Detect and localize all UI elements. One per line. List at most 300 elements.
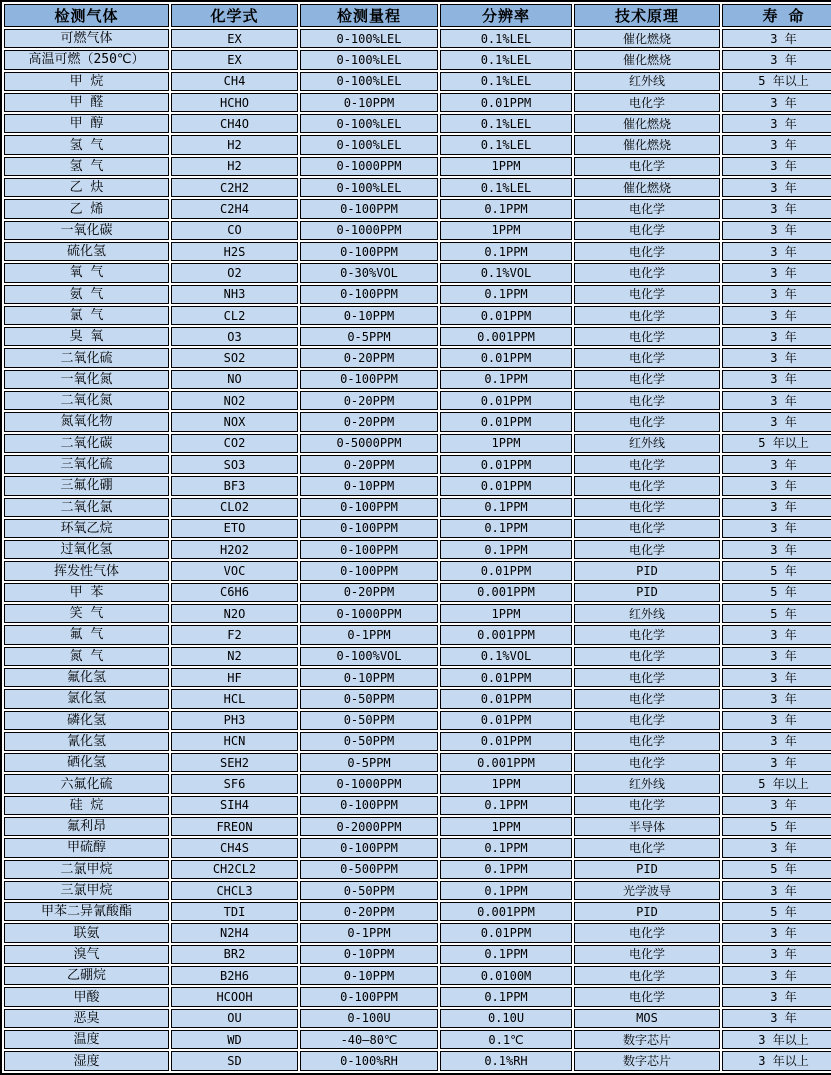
- gas-name-cell: 氟 气: [4, 625, 169, 644]
- table-row: [4, 966, 831, 985]
- table-cell: 3 年: [722, 114, 831, 133]
- table-cell: 3 年: [722, 753, 831, 772]
- table-cell: 0-500PPM: [300, 860, 438, 879]
- table-body: [4, 29, 831, 1071]
- table-cell: SF6: [171, 774, 298, 793]
- table-cell: TDI: [171, 902, 298, 921]
- table-cell: PID: [574, 583, 720, 602]
- table-cell: 电化学: [574, 370, 720, 389]
- table-cell: 0.01PPM: [440, 476, 572, 495]
- table-cell: CL2: [171, 306, 298, 325]
- table-cell: 3 年: [722, 540, 831, 559]
- gas-name-cell: 硒化氢: [4, 753, 169, 772]
- table-cell: 0-10PPM: [300, 93, 438, 112]
- table-cell: CH4O: [171, 114, 298, 133]
- table-cell: 0-100%LEL: [300, 135, 438, 154]
- table-row: [4, 987, 831, 1006]
- table-cell: 电化学: [574, 945, 720, 964]
- table-cell: SEH2: [171, 753, 298, 772]
- table-cell: 0.1PPM: [440, 838, 572, 857]
- table-cell: 3 年: [722, 221, 831, 240]
- table-cell: 电化学: [574, 93, 720, 112]
- table-cell: 数字芯片: [574, 1030, 720, 1049]
- table-cell: 3 年: [722, 732, 831, 751]
- table-cell: O3: [171, 327, 298, 346]
- table-cell: CHCL3: [171, 881, 298, 900]
- table-cell: SD: [171, 1051, 298, 1071]
- table-cell: N2: [171, 647, 298, 666]
- table-cell: 3 年: [722, 668, 831, 687]
- table-cell: SO2: [171, 348, 298, 367]
- table-cell: 0.1PPM: [440, 796, 572, 815]
- table-cell: 0-100PPM: [300, 987, 438, 1006]
- table-cell: O2: [171, 263, 298, 282]
- table-cell: 0-100PPM: [300, 285, 438, 304]
- gas-name-cell: 氢 气: [4, 135, 169, 154]
- table-cell: 电化学: [574, 625, 720, 644]
- table-cell: 3 年以上: [722, 1030, 831, 1049]
- gas-name-cell: 可燃气体: [4, 29, 169, 48]
- table-cell: WD: [171, 1030, 298, 1049]
- gas-name-cell: 甲 醇: [4, 114, 169, 133]
- table-cell: 5 年: [722, 902, 831, 921]
- table-cell: 0-100U: [300, 1009, 438, 1028]
- gas-name-cell: 二氧化氯: [4, 498, 169, 517]
- table-row: [4, 370, 831, 389]
- table-cell: 0-50PPM: [300, 732, 438, 751]
- table-cell: 3 年: [722, 923, 831, 942]
- header-row: [4, 4, 831, 27]
- table-row: [4, 327, 831, 346]
- table-cell: 0.1%LEL: [440, 72, 572, 91]
- table-cell: 0.01PPM: [440, 348, 572, 367]
- table-cell: 0.01PPM: [440, 711, 572, 730]
- table-cell: 0-20PPM: [300, 348, 438, 367]
- table-cell: N2O: [171, 604, 298, 623]
- table-cell: 3 年: [722, 199, 831, 218]
- table-cell: C2H4: [171, 199, 298, 218]
- table-row: [4, 817, 831, 836]
- table-cell: 0-100%LEL: [300, 72, 438, 91]
- gas-name-cell: 甲 烷: [4, 72, 169, 91]
- table-cell: 电化学: [574, 519, 720, 538]
- table-cell: 光学波导: [574, 881, 720, 900]
- table-row: [4, 902, 831, 921]
- gas-name-cell: 乙 烯: [4, 199, 169, 218]
- table-cell: 1PPM: [440, 604, 572, 623]
- gas-name-cell: 氯化氢: [4, 689, 169, 708]
- table-cell: 0-100%LEL: [300, 50, 438, 69]
- column-header: 技术原理: [574, 4, 720, 27]
- table-cell: 电化学: [574, 689, 720, 708]
- table-cell: 电化学: [574, 391, 720, 410]
- table-cell: N2H4: [171, 923, 298, 942]
- gas-name-cell: 硅 烷: [4, 796, 169, 815]
- table-row: [4, 263, 831, 282]
- table-cell: CH4S: [171, 838, 298, 857]
- table-cell: 0.1PPM: [440, 370, 572, 389]
- table-cell: 0.01PPM: [440, 391, 572, 410]
- gas-name-cell: 甲酸: [4, 987, 169, 1006]
- table-cell: 0.01PPM: [440, 923, 572, 942]
- table-cell: 3 年: [722, 242, 831, 261]
- table-cell: 0.1%VOL: [440, 647, 572, 666]
- table-cell: 0.01PPM: [440, 306, 572, 325]
- gas-name-cell: 一氧化碳: [4, 221, 169, 240]
- gas-name-cell: 三氯甲烷: [4, 881, 169, 900]
- table-cell: 0-100%LEL: [300, 178, 438, 197]
- table-cell: 电化学: [574, 732, 720, 751]
- gas-name-cell: 乙 炔: [4, 178, 169, 197]
- table-cell: PID: [574, 902, 720, 921]
- table-cell: 0.01PPM: [440, 561, 572, 580]
- table-cell: NH3: [171, 285, 298, 304]
- table-cell: 0-1PPM: [300, 625, 438, 644]
- table-cell: CLO2: [171, 498, 298, 517]
- table-cell: 0-5PPM: [300, 753, 438, 772]
- table-cell: 半导体: [574, 817, 720, 836]
- table-row: [4, 285, 831, 304]
- table-cell: 红外线: [574, 72, 720, 91]
- table-cell: 电化学: [574, 157, 720, 176]
- table-cell: 5 年: [722, 604, 831, 623]
- table-cell: 3 年: [722, 327, 831, 346]
- table-cell: 5 年以上: [722, 434, 831, 453]
- table-cell: 0.01PPM: [440, 455, 572, 474]
- gas-name-cell: 磷化氢: [4, 711, 169, 730]
- table-row: [4, 668, 831, 687]
- table-cell: 3 年: [722, 838, 831, 857]
- gas-name-cell: 二氧化硫: [4, 348, 169, 367]
- table-row: [4, 135, 831, 154]
- table-row: [4, 923, 831, 942]
- gas-name-cell: 乙硼烷: [4, 966, 169, 985]
- table-cell: 0-100PPM: [300, 540, 438, 559]
- table-cell: 3 年: [722, 519, 831, 538]
- table-cell: 0.001PPM: [440, 625, 572, 644]
- table-cell: CO2: [171, 434, 298, 453]
- table-row: [4, 114, 831, 133]
- table-cell: 电化学: [574, 540, 720, 559]
- table-cell: 0-100%LEL: [300, 114, 438, 133]
- table-cell: BF3: [171, 476, 298, 495]
- table-row: [4, 306, 831, 325]
- table-cell: 5 年: [722, 561, 831, 580]
- table-cell: 3 年: [722, 391, 831, 410]
- table-cell: 0-1000PPM: [300, 221, 438, 240]
- table-cell: 3 年: [722, 945, 831, 964]
- table-cell: 0-30%VOL: [300, 263, 438, 282]
- table-cell: 电化学: [574, 498, 720, 517]
- table-row: [4, 412, 831, 431]
- table-row: [4, 1030, 831, 1049]
- table-row: [4, 732, 831, 751]
- table-row: [4, 50, 831, 69]
- table-cell: PH3: [171, 711, 298, 730]
- table-cell: 0-20PPM: [300, 412, 438, 431]
- table-cell: 0-10PPM: [300, 966, 438, 985]
- table-cell: 1PPM: [440, 817, 572, 836]
- gas-name-cell: 二氧化碳: [4, 434, 169, 453]
- gas-name-cell: 二氧化氮: [4, 391, 169, 410]
- table-cell: 电化学: [574, 647, 720, 666]
- table-row: [4, 199, 831, 218]
- table-cell: 电化学: [574, 285, 720, 304]
- table-cell: 电化学: [574, 221, 720, 240]
- gas-name-cell: 甲 苯: [4, 583, 169, 602]
- table-cell: 3 年: [722, 178, 831, 197]
- table-cell: 0-100PPM: [300, 242, 438, 261]
- table-cell: 红外线: [574, 434, 720, 453]
- table-row: [4, 348, 831, 367]
- table-cell: VOC: [171, 561, 298, 580]
- table-row: [4, 434, 831, 453]
- table-cell: EX: [171, 50, 298, 69]
- table-row: [4, 583, 831, 602]
- table-cell: 0.1%LEL: [440, 135, 572, 154]
- table-row: [4, 391, 831, 410]
- table-cell: 1PPM: [440, 434, 572, 453]
- table-cell: H2: [171, 157, 298, 176]
- table-cell: 0.01PPM: [440, 732, 572, 751]
- table-cell: 0.01PPM: [440, 689, 572, 708]
- table-cell: 3 年: [722, 306, 831, 325]
- table-cell: 0.001PPM: [440, 902, 572, 921]
- table-cell: 0-20PPM: [300, 583, 438, 602]
- table-cell: 3 年: [722, 412, 831, 431]
- table-cell: 红外线: [574, 774, 720, 793]
- table-cell: 0-1000PPM: [300, 604, 438, 623]
- table-row: [4, 711, 831, 730]
- table-cell: F2: [171, 625, 298, 644]
- table-cell: 3 年: [722, 625, 831, 644]
- table-row: [4, 93, 831, 112]
- table-row: [4, 476, 831, 495]
- table-cell: C2H2: [171, 178, 298, 197]
- gas-name-cell: 环氧乙烷: [4, 519, 169, 538]
- gas-name-cell: 氰化氢: [4, 732, 169, 751]
- gas-name-cell: 氟化氢: [4, 668, 169, 687]
- table-cell: 电化学: [574, 838, 720, 857]
- table-row: [4, 945, 831, 964]
- table-cell: 电化学: [574, 796, 720, 815]
- table-cell: PID: [574, 860, 720, 879]
- table-row: [4, 774, 831, 793]
- table-row: [4, 647, 831, 666]
- table-cell: 0.1%RH: [440, 1051, 572, 1071]
- gas-name-cell: 笑 气: [4, 604, 169, 623]
- gas-name-cell: 湿度: [4, 1051, 169, 1071]
- table-cell: 0-20PPM: [300, 902, 438, 921]
- table-cell: 0.1%VOL: [440, 263, 572, 282]
- table-cell: 0-50PPM: [300, 881, 438, 900]
- table-cell: CO: [171, 221, 298, 240]
- table-cell: 0-100%RH: [300, 1051, 438, 1071]
- table-cell: 3 年: [722, 29, 831, 48]
- table-cell: 0.1℃: [440, 1030, 572, 1049]
- table-cell: 0.01PPM: [440, 93, 572, 112]
- table-cell: 0.1PPM: [440, 498, 572, 517]
- table-cell: 电化学: [574, 348, 720, 367]
- table-row: [4, 519, 831, 538]
- table-row: [4, 178, 831, 197]
- table-cell: 0-1PPM: [300, 923, 438, 942]
- table-cell: 电化学: [574, 476, 720, 495]
- gas-name-cell: 高温可燃（250℃）: [4, 50, 169, 69]
- table-row: [4, 221, 831, 240]
- table-cell: 3 年: [722, 796, 831, 815]
- table-row: [4, 881, 831, 900]
- table-cell: 0-100PPM: [300, 199, 438, 218]
- table-cell: 3 年: [722, 476, 831, 495]
- table-cell: 催化燃烧: [574, 29, 720, 48]
- table-cell: 0.01PPM: [440, 668, 572, 687]
- table-cell: 电化学: [574, 327, 720, 346]
- table-cell: 3 年: [722, 455, 831, 474]
- table-cell: 红外线: [574, 604, 720, 623]
- table-cell: 0-100PPM: [300, 370, 438, 389]
- gas-name-cell: 氮 气: [4, 647, 169, 666]
- table-cell: 电化学: [574, 987, 720, 1006]
- table-cell: 电化学: [574, 263, 720, 282]
- table-cell: 电化学: [574, 923, 720, 942]
- column-header: 寿 命: [722, 4, 831, 27]
- table-cell: 0-2000PPM: [300, 817, 438, 836]
- table-cell: 0.1PPM: [440, 540, 572, 559]
- table-cell: 3 年: [722, 157, 831, 176]
- table-row: [4, 625, 831, 644]
- table-cell: 0-100PPM: [300, 796, 438, 815]
- table-cell: 0-100PPM: [300, 519, 438, 538]
- table-cell: 0.1PPM: [440, 987, 572, 1006]
- table-row: [4, 561, 831, 580]
- table-cell: 5 年以上: [722, 774, 831, 793]
- table-cell: EX: [171, 29, 298, 48]
- table-cell: 0.1PPM: [440, 945, 572, 964]
- table-row: [4, 157, 831, 176]
- table-cell: MOS: [574, 1009, 720, 1028]
- table-cell: 5 年: [722, 817, 831, 836]
- gas-name-cell: 挥发性气体: [4, 561, 169, 580]
- table-row: [4, 753, 831, 772]
- table-cell: 1PPM: [440, 774, 572, 793]
- table-row: [4, 1009, 831, 1028]
- table-cell: 0-100PPM: [300, 838, 438, 857]
- table-row: [4, 1051, 831, 1071]
- table-cell: 0-20PPM: [300, 391, 438, 410]
- table-cell: 催化燃烧: [574, 114, 720, 133]
- table-cell: 0-5PPM: [300, 327, 438, 346]
- table-cell: CH2CL2: [171, 860, 298, 879]
- gas-name-cell: 氮氧化物: [4, 412, 169, 431]
- table-cell: 0-10PPM: [300, 668, 438, 687]
- table-cell: 电化学: [574, 711, 720, 730]
- table-cell: HF: [171, 668, 298, 687]
- table-cell: 5 年: [722, 583, 831, 602]
- table-row: [4, 689, 831, 708]
- table-row: [4, 604, 831, 623]
- table-cell: 0-100PPM: [300, 561, 438, 580]
- column-header: 检测量程: [300, 4, 438, 27]
- table-row: [4, 29, 831, 48]
- table-cell: 3 年: [722, 1009, 831, 1028]
- table-row: [4, 860, 831, 879]
- table-cell: H2: [171, 135, 298, 154]
- gas-name-cell: 硫化氢: [4, 242, 169, 261]
- table-cell: 电化学: [574, 668, 720, 687]
- table-cell: 电化学: [574, 199, 720, 218]
- table-cell: 0.0100M: [440, 966, 572, 985]
- table-row: [4, 242, 831, 261]
- gas-name-cell: 甲 醛: [4, 93, 169, 112]
- table-cell: 0-20PPM: [300, 455, 438, 474]
- table-cell: 0-100PPM: [300, 498, 438, 517]
- table-cell: 电化学: [574, 306, 720, 325]
- table-cell: 0.001PPM: [440, 327, 572, 346]
- table-cell: OU: [171, 1009, 298, 1028]
- table-cell: 0-1000PPM: [300, 774, 438, 793]
- table-cell: 3 年: [722, 50, 831, 69]
- table-cell: FREON: [171, 817, 298, 836]
- table-cell: 0.001PPM: [440, 753, 572, 772]
- table-cell: 3 年: [722, 263, 831, 282]
- table-cell: 0.001PPM: [440, 583, 572, 602]
- table-cell: 催化燃烧: [574, 50, 720, 69]
- table-row: [4, 540, 831, 559]
- column-header: 化学式: [171, 4, 298, 27]
- gas-name-cell: 甲苯二异氰酸酯: [4, 902, 169, 921]
- gas-name-cell: 氟利昂: [4, 817, 169, 836]
- table-cell: H2O2: [171, 540, 298, 559]
- gas-name-cell: 三氧化硫: [4, 455, 169, 474]
- gas-name-cell: 三氟化硼: [4, 476, 169, 495]
- table-cell: 电化学: [574, 455, 720, 474]
- table-cell: 3 年: [722, 348, 831, 367]
- table-cell: 0-100%LEL: [300, 29, 438, 48]
- table-cell: HCHO: [171, 93, 298, 112]
- table-cell: CH4: [171, 72, 298, 91]
- table-cell: 3 年: [722, 285, 831, 304]
- table-cell: PID: [574, 561, 720, 580]
- gas-name-cell: 臭 氧: [4, 327, 169, 346]
- table-cell: 1PPM: [440, 157, 572, 176]
- table-cell: NOX: [171, 412, 298, 431]
- table-cell: 3 年: [722, 966, 831, 985]
- table-cell: 0-50PPM: [300, 689, 438, 708]
- table-cell: 0.10U: [440, 1009, 572, 1028]
- table-cell: 3 年: [722, 689, 831, 708]
- table-header: [4, 4, 831, 27]
- table-cell: NO: [171, 370, 298, 389]
- table-cell: 电化学: [574, 753, 720, 772]
- table-cell: -40—80℃: [300, 1030, 438, 1049]
- gas-name-cell: 二氯甲烷: [4, 860, 169, 879]
- table-cell: B2H6: [171, 966, 298, 985]
- table-cell: H2S: [171, 242, 298, 261]
- table-cell: 5 年以上: [722, 72, 831, 91]
- table-cell: 催化燃烧: [574, 178, 720, 197]
- table-cell: 0-100%VOL: [300, 647, 438, 666]
- column-header: 检测气体: [4, 4, 169, 27]
- table-cell: 0.1PPM: [440, 242, 572, 261]
- table-cell: 3 年: [722, 370, 831, 389]
- table-cell: 3 年: [722, 498, 831, 517]
- table-cell: 0.1PPM: [440, 881, 572, 900]
- table-cell: 3 年: [722, 93, 831, 112]
- table-cell: 0.1%LEL: [440, 50, 572, 69]
- gas-name-cell: 过氧化氢: [4, 540, 169, 559]
- gas-name-cell: 甲硫醇: [4, 838, 169, 857]
